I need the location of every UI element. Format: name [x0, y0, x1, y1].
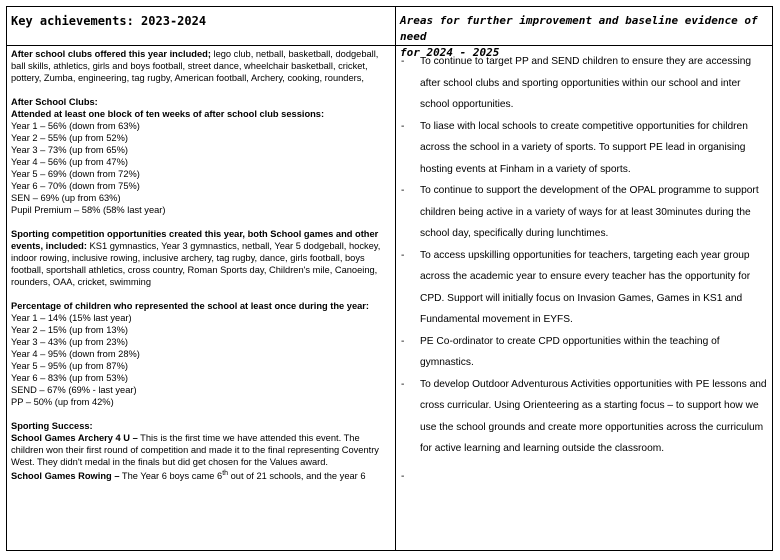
clubs-offered-list: lego club, netball, basketball, dodgeball, ball skills, athletics, girls and boys football, street dance, wheelchair basketball, cricket, pottery, Zumba, engineering, tag rugby, American football, Archery, cooking, rounders,: [11, 49, 379, 83]
archery-lead: School Games Archery 4 U –: [11, 433, 138, 443]
improvement-item: - PE Co-ordinator to create CPD opportunities within the teaching of gymnastics.: [400, 331, 770, 374]
key-achievements-column: [11, 48, 391, 550]
bullet-dash: -: [401, 335, 405, 347]
attendance-row: Pupil Premium – 58% (58% last year): [11, 205, 166, 215]
attendance-row: SEN – 69% (up from 63%): [11, 193, 121, 203]
representation-row: SEND – 67% (69% - last year): [11, 385, 137, 395]
representation-row: PP – 50% (up from 42%): [11, 397, 114, 407]
after-school-clubs-heading: After School Clubs:: [11, 97, 98, 107]
attendance-row: Year 1 – 56% (down from 63%): [11, 121, 140, 131]
header-key-achievements: Key achievements: 2023-2024: [11, 14, 207, 28]
attendance-row: Year 4 – 56% (up from 47%): [11, 157, 128, 167]
improvement-item: - To develop Outdoor Adventurous Activities opportunities with PE lessons and cross curricular. Using Orienteering as a starting focus – to support how we use the school grounds and create more opportunities across the curriculum for active learning and learning outside the classroom.: [400, 374, 770, 460]
improvement-item: - To liase with local schools to create competitive opportunities for children across the school in a variety of sports. To support PE lead in organising hosting events at Finham in a variety of sports.: [400, 116, 770, 181]
competitions-list: KS1 gymnastics, Year 3 gymnastics, netball, Year 5 dodgeball, hockey, indoor rowing, inclusive rowing, inclusive archery, tag rugby, dance, girls football, boys football, sportshall athletics, cross country, Roman Sports day, Children's mile, Canoeing, rounders, OAA, cricket, swimming: [11, 241, 381, 287]
bullet-dash: -: [401, 249, 405, 261]
attendance-row: Year 6 – 70% (down from 75%): [11, 181, 140, 191]
archery-paragraph: [11, 432, 391, 468]
attendance-row: Year 2 – 55% (up from 52%): [11, 133, 128, 143]
improvement-item: - To continue to target PP and SEND children to ensure they are accessing after school clubs and sporting opportunities within our school and inter school opportunities.: [400, 51, 770, 116]
header-right-line-2: for 2024 - 2025: [400, 46, 500, 59]
clubs-offered-paragraph: [11, 48, 391, 84]
competitions-lead: Sporting competition opportunities created this year, both School games and other events, included:: [11, 229, 379, 251]
bullet-dash: -: [401, 378, 405, 390]
rowing-paragraph: School Games Rowing – The Year 6 boys came 6th out of 21 schools, and the year 6: [11, 470, 366, 482]
representation-row: Year 2 – 15% (up from 13%): [11, 325, 128, 335]
bullet-dash: -: [401, 120, 405, 132]
bullet-dash: -: [401, 56, 405, 67]
clubs-offered-lead: After school clubs offered this year included;: [11, 49, 211, 59]
achievements-table: [6, 6, 773, 551]
column-divider: [395, 7, 396, 550]
representation-heading: Percentage of children who represented the school at least once during the year:: [11, 301, 370, 311]
competitions-paragraph: [11, 228, 391, 288]
improvement-item: - To access upskilling opportunities for teachers, targeting each year group across the academic year to ensure every teacher has the opportunity for CPD. Support will initially focus on Invasion Games, Games in KS1 and Fundamental movement in EYFS.: [400, 245, 770, 331]
archery-text: This is the first time we have attended this event. The children won their first round of competition and made it to the final representing Coventry West. They didn't medal in the finals but did get chosen for the Values award.: [11, 433, 379, 467]
attendance-row: Year 3 – 73% (up from 65%): [11, 145, 128, 155]
representation-row: Year 4 – 95% (down from 28%): [11, 349, 140, 359]
attendance-row: Year 5 – 69% (down from 72%): [11, 169, 140, 179]
bullet-dash: -: [401, 470, 405, 482]
bullet-dash: -: [401, 185, 405, 196]
improvement-item: - To continue to support the development of the OPAL programme to support children being active in a variety of ways for at least 30minutes during the school day, specifically during lunchtimes.: [400, 180, 770, 245]
representation-row: Year 3 – 43% (up from 23%): [11, 337, 128, 347]
representation-row: Year 6 – 83% (up from 53%): [11, 373, 128, 383]
representation-row: Year 1 – 14% (15% last year): [11, 313, 132, 323]
improvement-areas-column: [400, 51, 770, 482]
representation-row: Year 5 – 95% (up from 87%): [11, 361, 128, 371]
attendance-heading: Attended at least one block of ten weeks of after school club sessions:: [11, 109, 325, 119]
header-right-line-1: Areas for further improvement and baseline evidence of need: [400, 14, 758, 43]
sporting-success-heading: Sporting Success:: [11, 421, 93, 431]
rowing-lead: School Games Rowing –: [11, 471, 120, 482]
